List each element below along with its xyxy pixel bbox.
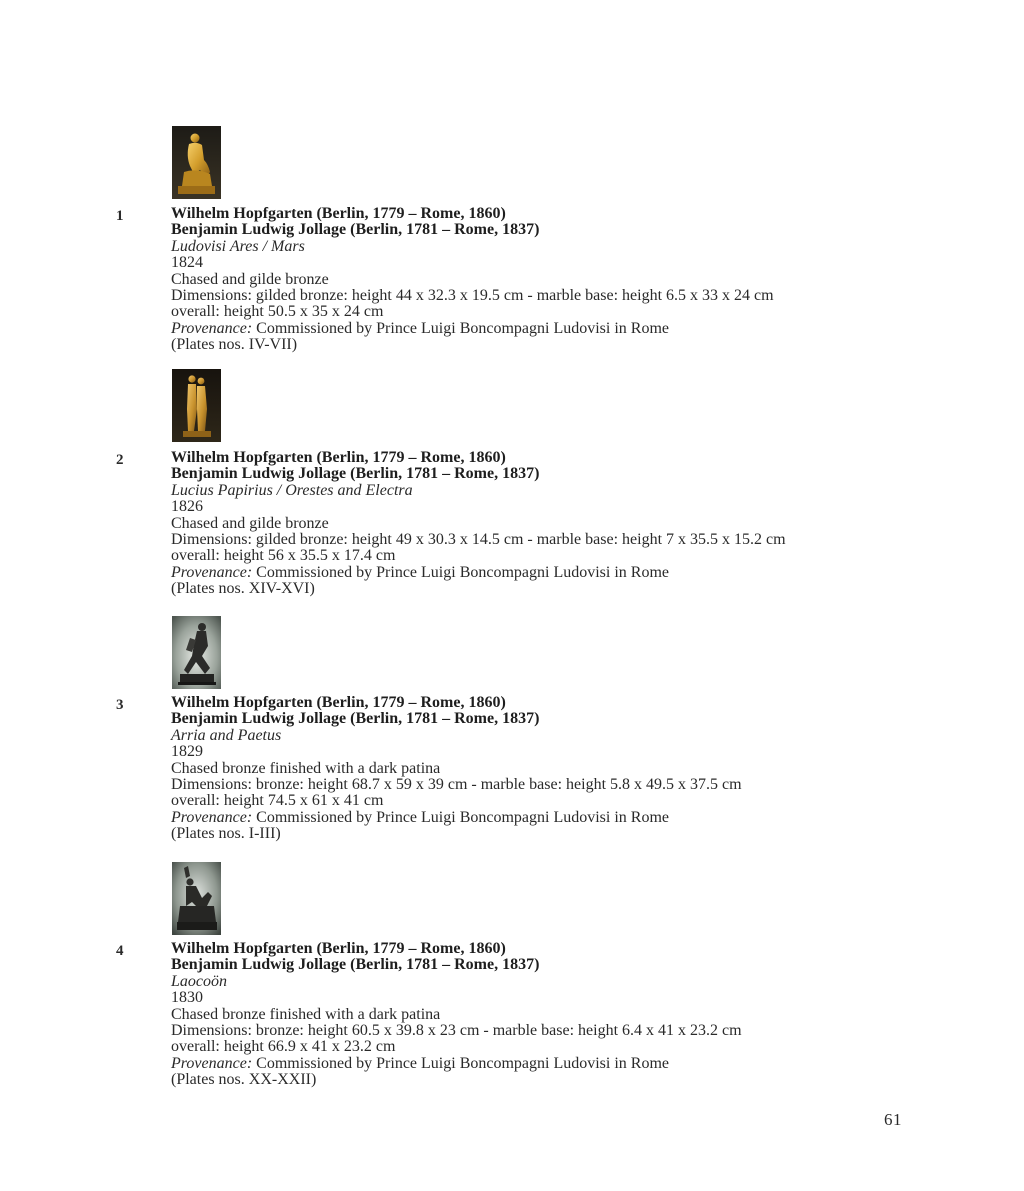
work-provenance: [171, 810, 871, 826]
provenance-text: Commissioned by Prince Luigi Boncompagni Ludovisi in Rome: [252, 319, 670, 337]
sculpture-thumbnail: [172, 126, 221, 199]
provenance-label: Provenance:: [171, 563, 253, 581]
work-provenance: [171, 321, 871, 337]
provenance-text: Commissioned by Prince Luigi Boncompagni Ludovisi in Rome: [252, 563, 670, 581]
entry-number: 2: [116, 452, 124, 468]
work-provenance: [171, 565, 871, 581]
sculpture-thumbnail: [172, 862, 221, 935]
artist-line: Wilhelm Hopfgarten (Berlin, 1779 – Rome, 1860): [171, 694, 506, 711]
work-overall: overall: height 74.5 x 61 x 41 cm: [171, 792, 384, 810]
work-overall: overall: height 66.9 x 41 x 23.2 cm: [171, 1038, 396, 1056]
dark-bronze-group-image: [172, 616, 221, 689]
work-dimensions: Dimensions: bronze: height 60.5 x 39.8 x 23 cm - marble base: height 6.4 x 41 x 23.2 cm: [171, 1021, 742, 1039]
work-year: 1830: [171, 989, 203, 1007]
provenance-text: Commissioned by Prince Luigi Boncompagni Ludovisi in Rome: [252, 1054, 670, 1072]
work-overall: overall: height 50.5 x 35 x 24 cm: [171, 303, 384, 321]
artist-line: Benjamin Ludwig Jollage (Berlin, 1781 – Rome, 1837): [171, 956, 540, 974]
work-medium: Chased bronze finished with a dark patina: [171, 1005, 441, 1023]
artist-line: Benjamin Ludwig Jollage (Berlin, 1781 – Rome, 1837): [171, 221, 540, 239]
work-plates: (Plates nos. IV-VII): [171, 336, 298, 354]
artist-line: Wilhelm Hopfgarten (Berlin, 1779 – Rome, 1860): [171, 205, 506, 222]
work-title: Lucius Papirius / Orestes and Electra: [171, 481, 413, 499]
entry-number: 1: [116, 208, 124, 224]
work-medium: Chased and gilde bronze: [171, 270, 329, 288]
entry-text: [171, 206, 871, 354]
gilded-standing-figures-image: [172, 369, 221, 442]
gilded-seated-figure-image: [172, 126, 221, 199]
work-dimensions: Dimensions: gilded bronze: height 49 x 30.3 x 14.5 cm - marble base: height 7 x 35.5 x 15.2 cm: [171, 530, 786, 548]
provenance-text: Commissioned by Prince Luigi Boncompagni Ludovisi in Rome: [252, 808, 670, 826]
dark-bronze-laocoon-image: [172, 862, 221, 935]
page-number: 61: [884, 1110, 902, 1129]
sculpture-thumbnail: [172, 369, 221, 442]
work-year: 1826: [171, 498, 203, 516]
artist-line: Wilhelm Hopfgarten (Berlin, 1779 – Rome, 1860): [171, 449, 506, 466]
provenance-label: Provenance:: [171, 319, 253, 337]
provenance-label: Provenance:: [171, 808, 253, 826]
work-provenance: [171, 1056, 871, 1072]
work-title: Ludovisi Ares / Mars: [171, 237, 305, 255]
work-overall: overall: height 56 x 35.5 x 17.4 cm: [171, 547, 396, 565]
entry-number: 3: [116, 697, 124, 713]
work-year: 1829: [171, 743, 203, 761]
entry-text: [171, 695, 871, 843]
entry-text: [171, 450, 871, 598]
sculpture-thumbnail: [172, 616, 221, 689]
work-plates: (Plates nos. I-III): [171, 825, 281, 843]
work-plates: (Plates nos. XIV-XVI): [171, 580, 315, 598]
work-medium: Chased bronze finished with a dark patina: [171, 759, 441, 777]
artist-line: Wilhelm Hopfgarten (Berlin, 1779 – Rome, 1860): [171, 940, 506, 957]
work-dimensions: Dimensions: bronze: height 68.7 x 59 x 39 cm - marble base: height 5.8 x 49.5 x 37.5 cm: [171, 775, 742, 793]
work-year: 1824: [171, 254, 203, 272]
entry-number: 4: [116, 943, 124, 959]
work-title: Arria and Paetus: [171, 726, 282, 744]
work-medium: Chased and gilde bronze: [171, 514, 329, 532]
work-dimensions: Dimensions: gilded bronze: height 44 x 32.3 x 19.5 cm - marble base: height 6.5 x 33 x 24 cm: [171, 286, 774, 304]
work-title: Laocoön: [171, 972, 227, 990]
artist-line: Benjamin Ludwig Jollage (Berlin, 1781 – Rome, 1837): [171, 710, 540, 728]
work-plates: (Plates nos. XX-XXII): [171, 1071, 317, 1089]
provenance-label: Provenance:: [171, 1054, 253, 1072]
artist-line: Benjamin Ludwig Jollage (Berlin, 1781 – Rome, 1837): [171, 465, 540, 483]
entry-text: [171, 941, 871, 1089]
